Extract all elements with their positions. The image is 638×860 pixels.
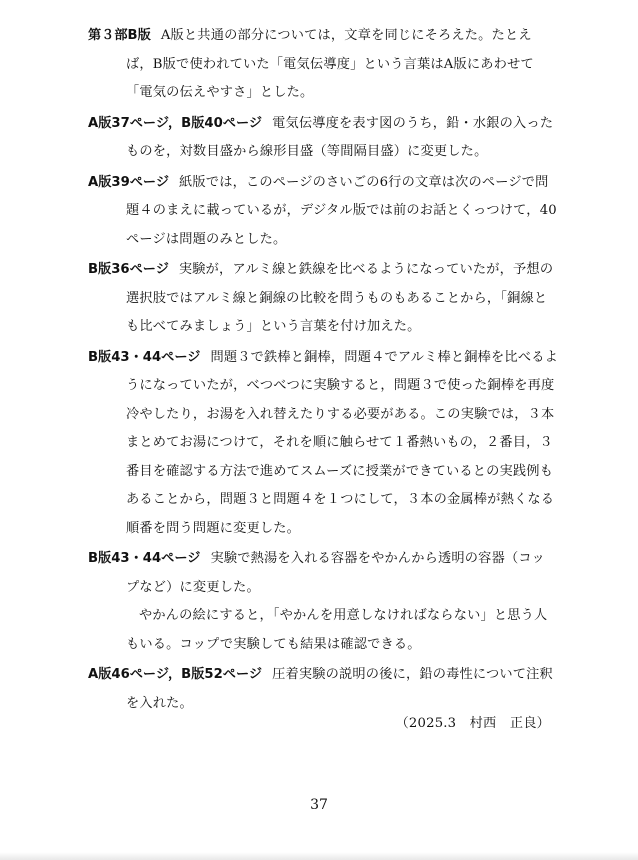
- entry-label: B版36ページ: [88, 262, 169, 277]
- entry-text: 実験が，アルミ線と鉄線を比べるようになっていたが，予想の選択肢ではアルミ線と銅線の比較を問うものもあることから，「銅線とも比べてみましょう」という言葉を付け加えた。: [126, 262, 554, 334]
- revision-entry: [88, 22, 558, 108]
- page-bottom-edge: [0, 852, 638, 860]
- entry-text: 電気伝導度を表す図のうち，鉛・水銀の入ったものを，対数目盛から線形目盛（等間隔目盛）に変更した。: [126, 115, 554, 159]
- revision-entry: [88, 545, 558, 659]
- page-number: 37: [310, 797, 328, 813]
- revision-entry: [88, 110, 558, 167]
- entry-text: 問題３で鉄棒と銅棒，問題４でアルミ棒と銅棒を比べるようになっていたが，べつべつに実験すると，問題３で使った銅棒を再度冷やしたり，お湯を入れ替えたりする必要がある。この実験では，３本まとめてお湯につけて，それを順に触らせて１番熱いもの，２番目，３番目を確認する方法で進めてスムーズに授業ができているとの実践例もあることから，問題３と問題４を１つにして，３本の金属棒が熱くなる順番を問う問題に変更した。: [126, 349, 558, 536]
- entry-label: B版43・44ページ: [88, 349, 201, 365]
- revision-entry: [88, 169, 558, 255]
- entry-followup-paragraph: やかんの絵にすると，「やかんを用意しなければならない」と思う人もいる。コップで実験しても結果は確認できる。: [126, 608, 548, 652]
- entry-text: 圧着実験の説明の後に，鉛の毒性について注釈を入れた。: [126, 667, 553, 711]
- revision-entry: [88, 256, 558, 342]
- entry-label: A版46ページ，B版52ページ: [88, 667, 263, 682]
- entry-label: B版43・44ページ: [88, 551, 201, 566]
- entry-text: 紙版では，このページのさいごの6行の文章は次のページで問題４のまえに載っているが，デジタル版では前のお話とくっつけて，40ページは問題のみとした。: [126, 174, 557, 247]
- author-signature: （2025.3 村西 正良）: [395, 716, 550, 731]
- entry-text: A版と共通の部分については，文章を同じにそろえた。たとえば，B版で使われていた「電気伝導度」という言葉はA版にあわせて「電気の伝えやすさ」とした。: [126, 28, 534, 100]
- revision-entry: [88, 344, 558, 544]
- entry-label: A版37ページ，B版40ページ: [88, 115, 263, 131]
- entry-label: A版39ページ: [88, 174, 170, 190]
- entry-text: 実験で熱湯を入れる容器をやかんから透明の容器（コップなど）に変更した。: [126, 551, 545, 595]
- revision-notes: [88, 22, 558, 720]
- entry-label: 第３部B版: [88, 28, 151, 43]
